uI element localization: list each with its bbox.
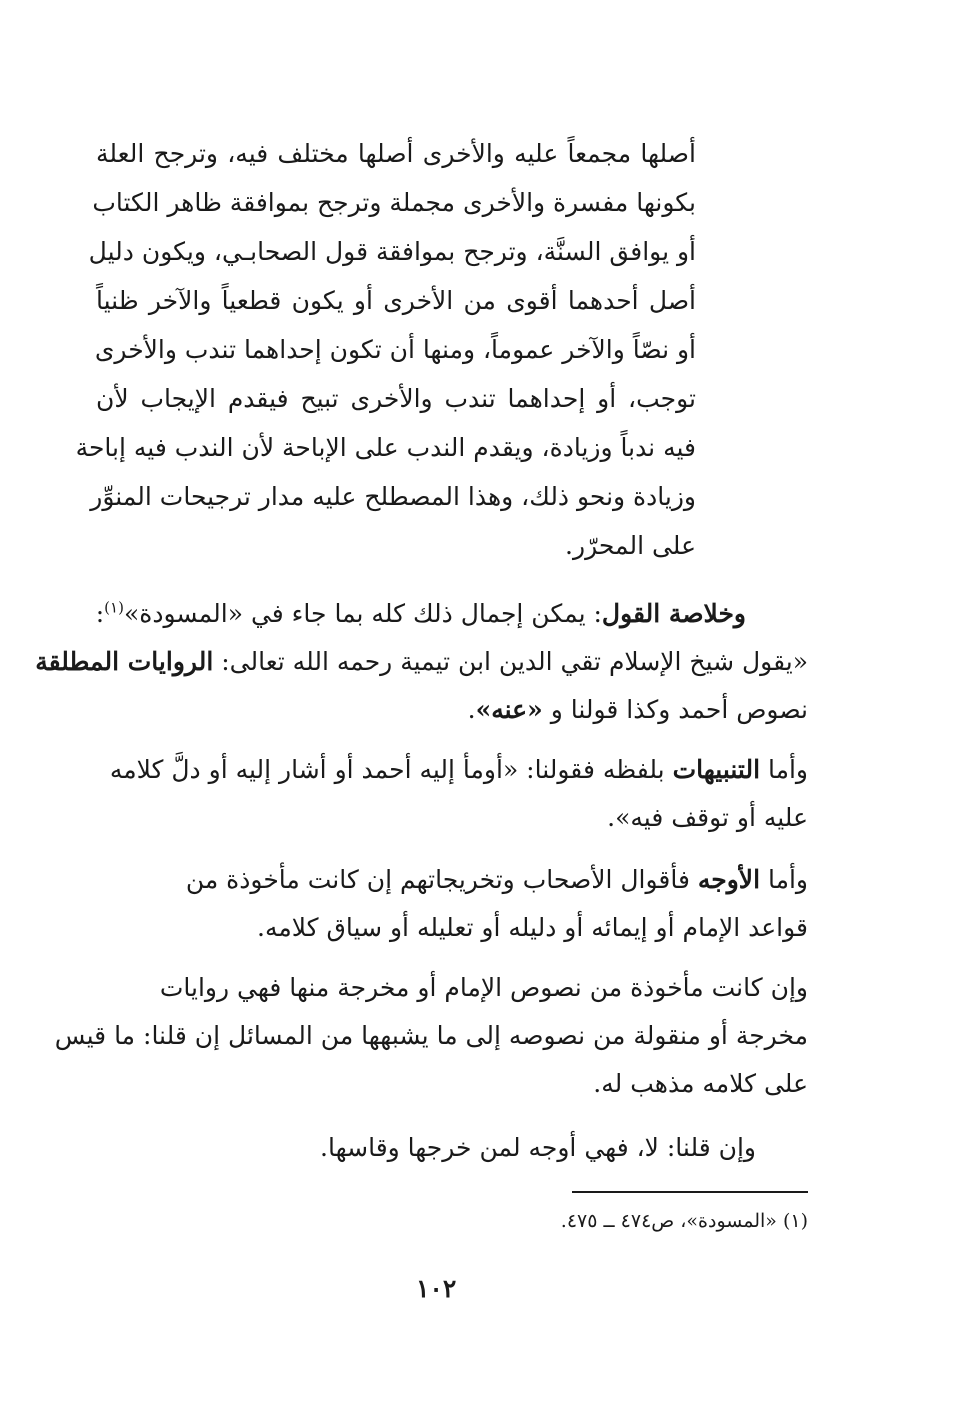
text-line: [185, 860, 808, 900]
text-span: «يقول شيخ الإسلام تقي الدين ابن تيمية رحمه الله تعالى:: [221, 647, 808, 676]
footnote-divider: [572, 1191, 808, 1193]
text-span: نصوص أحمد وكذا قولنا و: [550, 695, 808, 724]
text-line: أو يوافق السنَّة، وترجح بموافقة قول الصحابـي، ويكون دليل: [88, 237, 696, 266]
text-line: على كلامه مذهب له.: [593, 1069, 808, 1098]
text-span: بلفظه فقولنا: «أومأ إليه أحمد أو أشار إليه أو دلَّ كلامه: [109, 755, 665, 784]
text-line: أصل أحدهما أقوى من الأخرى أو يكون قطعياً والآخر ظنياً: [96, 286, 696, 315]
text-line: توجب، أو إحداهما تندب والأخرى تبيح فيقدم الإيجاب لأن: [96, 384, 696, 413]
page-number: ١٠٢: [416, 1274, 457, 1303]
bold-term: الروايات المطلقة: [35, 647, 214, 676]
footnote-ref[interactable]: (١): [104, 598, 124, 617]
text-line: فيه ندباً وزيادة، ويقدم الندب على الإباحة لأن الندب فيه إباحة: [75, 433, 696, 462]
text-line: وزيادة ونحو ذلك، وهذا المصطلح عليه مدار ترجيحات المنوِّر: [90, 482, 696, 511]
text-line: مخرجة أو منقولة من نصوصه إلى ما يشبهها من المسائل إن قلنا: ما قيس: [54, 1021, 808, 1050]
section-heading: وخلاصة القول: [601, 599, 746, 628]
bold-term: التنبيهات: [672, 755, 761, 784]
text-line: عليه أو توقف فيه».: [607, 803, 808, 832]
text-line: [109, 750, 808, 790]
text-span: وأما: [767, 865, 808, 894]
text-line: على المحرّر.: [565, 531, 696, 560]
text-line: أصلها مجمعاً عليه والأخرى أصلها مختلف فيه، وترجح العلة: [96, 139, 696, 168]
text-span: وأما: [767, 755, 808, 784]
text-line: وإن كانت مأخوذة من نصوص الإمام أو مخرجة منها فهي روايات: [159, 973, 808, 1002]
text-span: : يمكن إجمال ذلك كله بما جاء في «المسودة»: [123, 599, 602, 628]
text-line: أو نصّاً والآخر عموماً، ومنها أن تكون إحداهما تندب والأخرى: [94, 335, 696, 364]
text-span: فأقوال الأصحاب وتخريجاتهم إن كانت مأخوذة من: [185, 865, 690, 894]
text-span: :: [95, 599, 105, 628]
text-line: [166, 690, 808, 730]
bold-term: الأوجه: [697, 865, 761, 894]
bold-term: «عنه»: [475, 695, 543, 724]
text-line: بكونها مفسرة والأخرى مجملة وترجح بموافقة ظاهر الكتاب: [92, 188, 696, 217]
text-line: وإن قلنا: لا، فهي أوجه لمن خرجها وقاسها.: [320, 1133, 756, 1162]
text-line: قواعد الإمام أو إيمائه أو دليله أو تعليله أو سياق كلامه.: [257, 913, 808, 942]
text-line: [95, 594, 746, 634]
text-span: .: [467, 695, 476, 724]
text-line: [35, 642, 808, 682]
footnote: (١) «المسودة»، ص٤٧٤ ــ ٤٧٥.: [560, 1210, 808, 1232]
